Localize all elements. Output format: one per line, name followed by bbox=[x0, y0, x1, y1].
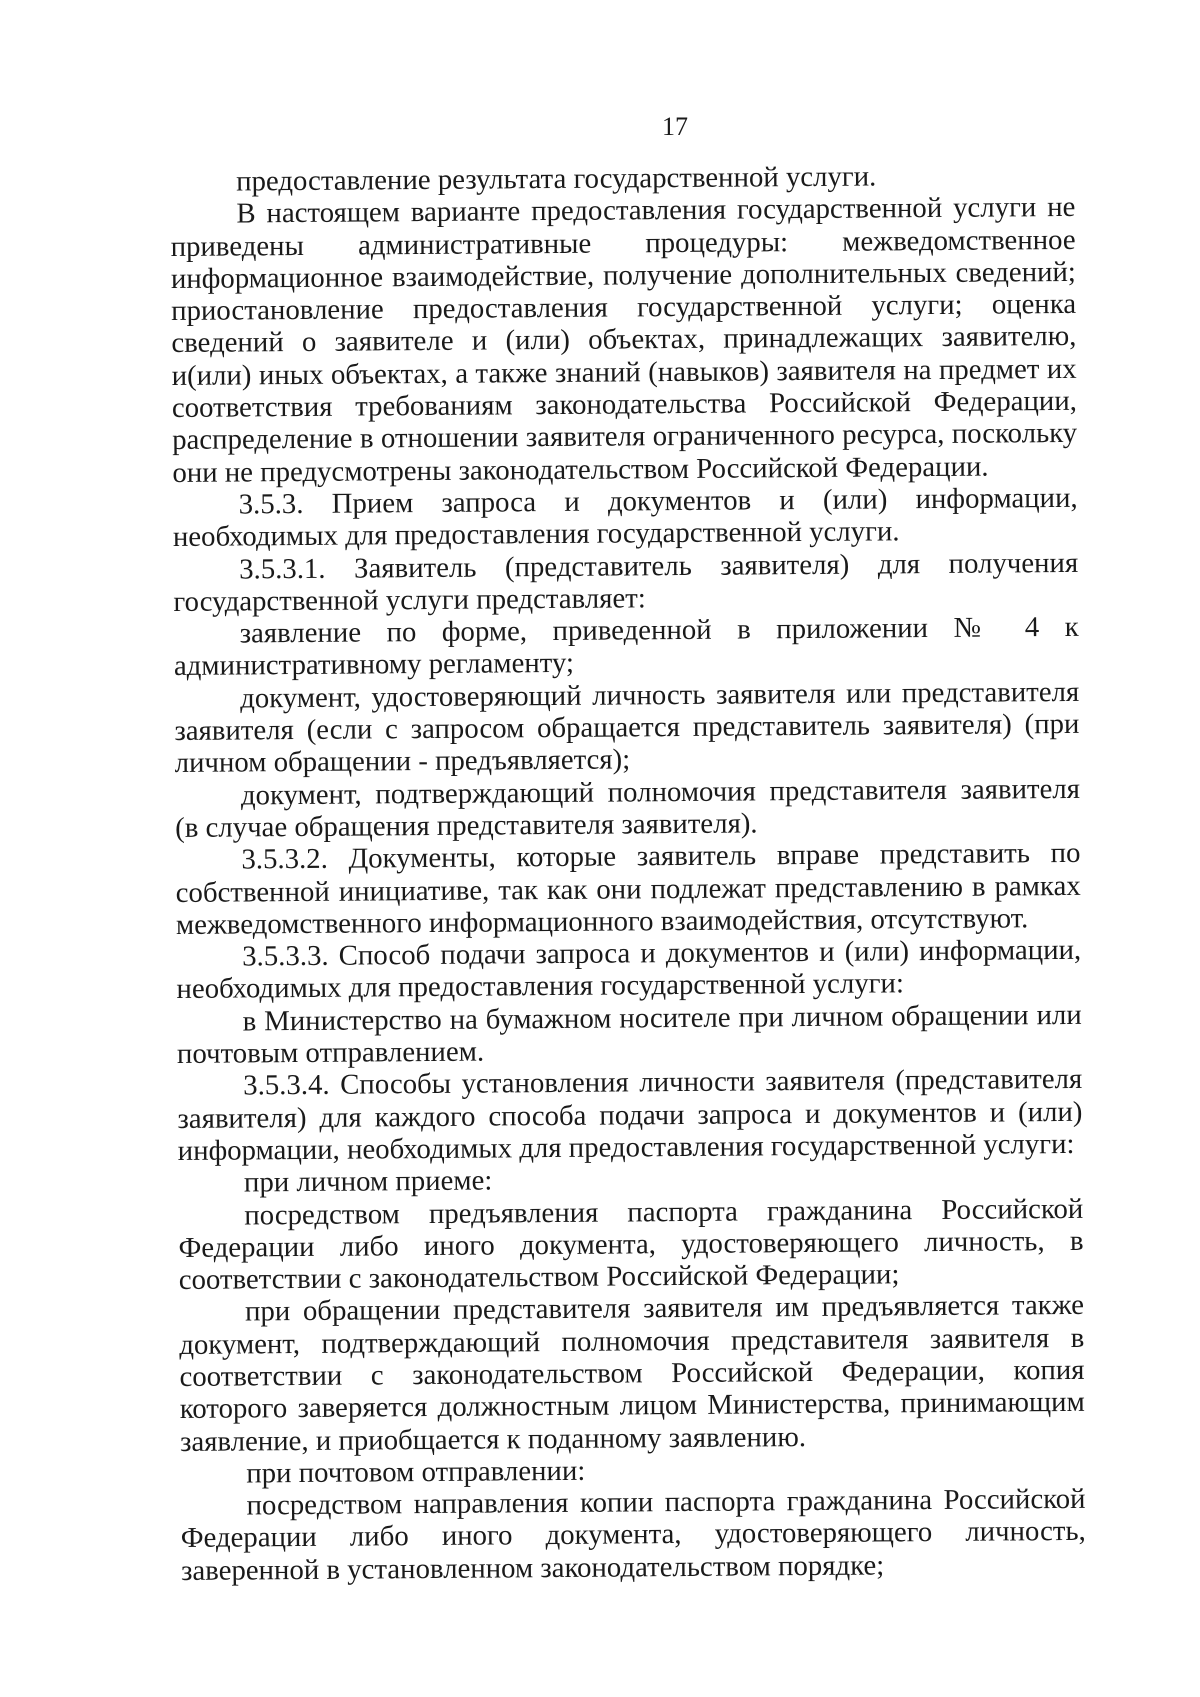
list-item-representative-document: при обращении представителя заявителя им предъявляется также документ, подтверждающий полномочия представителя заявителя в соответствии с законодательством Российской Федерации, копия которого заверяется должностным лицом Министерства, принимающим заявление, и приобщается к поданному заявлению. bbox=[179, 1289, 1085, 1458]
list-item-passport-presentation: посредством предъявления паспорта гражданина Российской Федерации либо иного документа, удостоверяющего личность, в соответствии с законодательством Российской Федерации; bbox=[178, 1192, 1084, 1297]
paragraph-3-5-3: 3.5.3. Прием запроса и документов и (или) информации, необходимых для предоставления государственной услуги. bbox=[172, 481, 1078, 554]
list-item-passport-copy: посредством направления копии паспорта гражданина Российской Федерации либо иного документа, удостоверяющего личность, заверенной в установленном законодательством порядке; bbox=[180, 1483, 1086, 1587]
subheading-by-mail: при почтовом отправлении: bbox=[246, 1454, 586, 1490]
list-item-submission-method: в Министерство на бумажном носителе при личном обращении или почтовым отправлением. bbox=[176, 998, 1082, 1070]
paragraph-3-5-3-3: 3.5.3.3. Способ подачи запроса и документов и (или) информации, необходимых для предоставления государственной услуги: bbox=[176, 933, 1082, 1006]
subheading-in-person: при личном приеме: bbox=[243, 1164, 493, 1199]
list-item-application-form: заявление по форме, приведенной в приложении № 4 к административному регламенту; bbox=[173, 611, 1079, 683]
list-item-authority-document: документ, подтверждающий полномочия представителя заявителя (в случае обращения представителя заявителя). bbox=[175, 772, 1081, 844]
paragraph-3-5-3-2: 3.5.3.2. Документы, которые заявитель вправе представить по собственной инициативе, так как они подлежат представлению в рамках межведомственного информационного взаимодействия, отсутствуют. bbox=[175, 837, 1081, 941]
paragraph-3-5-3-4: 3.5.3.4. Способы установления личности заявителя (представителя заявителя) для каждого способа подачи запроса и документов и (или) информации, необходимых для предоставления государственной услуги: bbox=[177, 1063, 1083, 1167]
document-text-body bbox=[170, 159, 1086, 1587]
paragraph-omitted-procedures: В настоящем варианте предоставления государственной услуги не приведены административные процедуры: межведомственное информационное взаимодействие, получение дополнительных сведений; приостановление предоставления государственной услуги; оценка сведений о заявителе и (или) объектах, принадлежащих заявителю, и(или) иных объектах, а также знаний (навыков) заявителя на предмет их соответствия требованиям законодательства Российской Федерации, распределение в отношении заявителя ограниченного ресурса, поскольку они не предусмотрены законодательством Российской Федерации. bbox=[170, 191, 1078, 489]
paragraph-3-5-3-1: 3.5.3.1. Заявитель (представитель заявителя) для получения государственной услуги представляет: bbox=[173, 546, 1079, 618]
paragraph-continuation: предоставление результата государственной услуги. bbox=[235, 160, 877, 198]
list-item-identity-document: документ, удостоверяющий личность заявителя или представителя заявителя (если с запросом обращается представитель заявителя) (при личном обращении - предъявляется); bbox=[174, 675, 1080, 780]
page-number: 17 bbox=[662, 112, 688, 141]
